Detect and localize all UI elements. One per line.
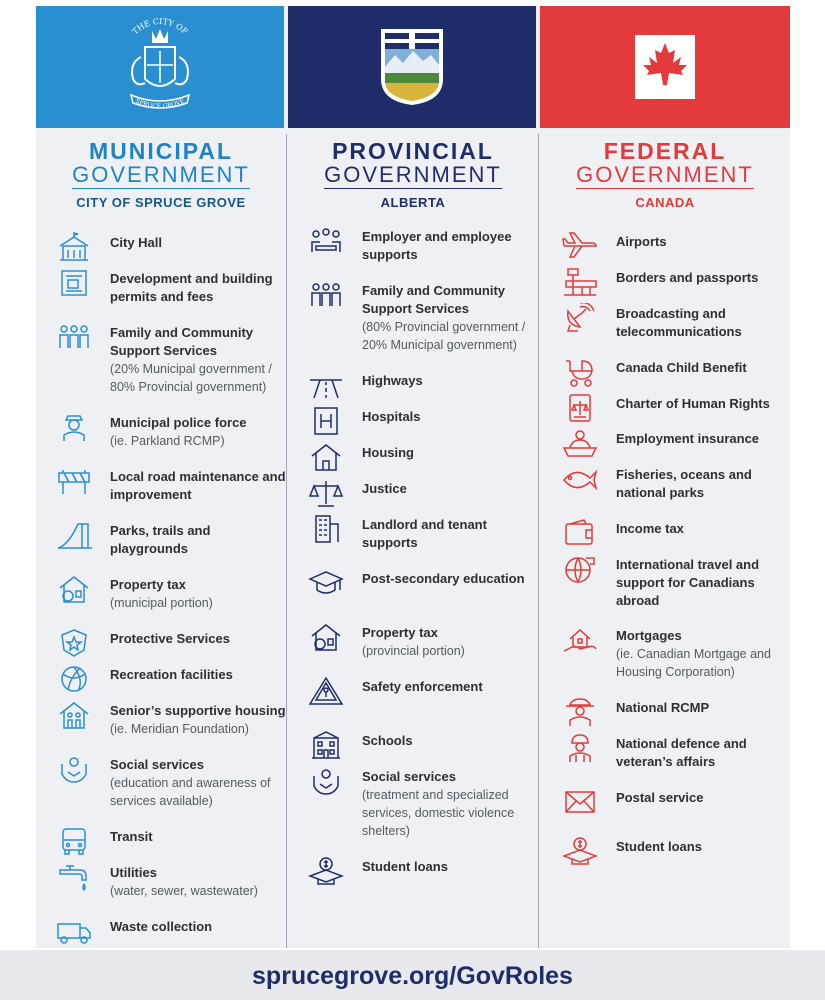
list-item <box>36 574 286 612</box>
meeting-icon <box>308 226 344 256</box>
footer <box>0 950 825 1000</box>
provincial-column <box>288 128 538 948</box>
item-label: Social services <box>362 769 456 784</box>
list-item <box>288 730 538 760</box>
soldier-icon <box>562 733 598 763</box>
charter-icon <box>562 393 598 423</box>
provincial-title-government: GOVERNMENT <box>324 162 502 187</box>
list-item <box>36 268 286 306</box>
item-label: Hospitals <box>362 409 421 424</box>
garbage-truck-icon <box>56 916 92 946</box>
item-label: Development and building permits and fees <box>110 271 273 304</box>
hospital-icon <box>308 406 344 436</box>
column-divider <box>286 134 287 948</box>
list-item <box>288 766 538 840</box>
item-label: Family and Community Support Services <box>110 325 254 358</box>
student-loan-icon <box>562 836 598 866</box>
item-label: Post-secondary education <box>362 571 525 586</box>
list-item <box>36 322 286 396</box>
item-label: Recreation facilities <box>110 667 233 682</box>
list-item <box>288 280 538 354</box>
provincial-heading <box>288 128 538 228</box>
footer-url-link[interactable]: sprucegrove.org/GovRoles <box>252 962 573 990</box>
municipal-title: MUNICIPAL <box>88 138 234 164</box>
list-item <box>288 856 538 886</box>
list-item <box>540 836 790 866</box>
item-note: (water, sewer, wastewater) <box>110 884 258 898</box>
list-item <box>540 733 790 771</box>
item-label: Employment insurance <box>616 431 760 446</box>
municipal-heading <box>36 128 286 228</box>
property-tax-icon <box>56 574 92 604</box>
item-note: (ie. Canadian Mortgage and Housing Corporation) <box>616 647 771 679</box>
student-loan-icon <box>308 856 344 886</box>
provincial-title: PROVINCIAL <box>332 138 494 164</box>
item-note: (ie. Meridian Foundation) <box>110 722 249 736</box>
city-hall-icon <box>56 232 92 262</box>
item-label: Property tax <box>110 577 186 592</box>
list-item <box>288 676 538 706</box>
item-label: Student loans <box>362 859 448 874</box>
family-icon <box>308 280 344 310</box>
column-divider <box>538 134 539 948</box>
item-note: (provincial portion) <box>362 644 465 658</box>
item-label: Income tax <box>616 521 684 536</box>
item-label: National defence and veteran’s affairs <box>616 736 747 769</box>
mortgage-icon <box>562 625 598 655</box>
infographic-sheet <box>36 6 790 948</box>
list-item <box>288 478 538 508</box>
fish-icon <box>562 464 598 494</box>
item-label: Schools <box>362 733 413 748</box>
warning-icon <box>308 676 344 706</box>
list-item <box>540 267 790 297</box>
slide-icon <box>56 520 92 550</box>
road-barrier-icon <box>56 466 92 496</box>
item-label: Broadcasting and telecommunications <box>616 306 742 339</box>
item-label: Municipal police force <box>110 415 247 430</box>
item-note: (treatment and specialized services, domestic violence shelters) <box>362 788 515 838</box>
list-item <box>288 226 538 264</box>
list-item <box>36 628 286 658</box>
list-item <box>540 357 790 387</box>
list-item <box>36 412 286 450</box>
list-item <box>540 428 790 458</box>
federal-title: FEDERAL <box>603 138 727 164</box>
list-item <box>36 664 286 694</box>
house-icon <box>308 442 344 472</box>
spruce-grove-crest-icon <box>115 17 205 117</box>
social-services-icon <box>308 766 344 796</box>
item-label: Student loans <box>616 839 702 854</box>
item-note: (education and awareness of services available) <box>110 776 271 808</box>
list-item <box>36 520 286 558</box>
item-label: Parks, trails and playgrounds <box>110 523 211 556</box>
envelope-icon <box>562 787 598 817</box>
employment-icon <box>562 428 598 458</box>
municipal-subtitle: CITY OF SPRUCE GROVE <box>76 195 246 210</box>
federal-heading <box>540 128 790 228</box>
item-note: (ie. Parkland RCMP) <box>110 434 225 448</box>
alberta-shield-icon <box>377 25 447 109</box>
svg-text:SPRUCE GROVE: SPRUCE GROVE <box>134 97 186 111</box>
building-icon <box>308 514 344 544</box>
list-item <box>540 464 790 502</box>
item-label: National RCMP <box>616 700 710 715</box>
list-item <box>540 697 790 727</box>
item-label: Fisheries, oceans and national parks <box>616 467 752 500</box>
item-label: Airports <box>616 234 667 249</box>
provincial-subtitle: ALBERTA <box>380 195 446 210</box>
item-label: Local road maintenance and improvement <box>110 469 286 502</box>
list-item <box>36 916 286 946</box>
item-note: (20% Municipal government / 80% Provincial government) <box>110 362 272 394</box>
item-label: Housing <box>362 445 414 460</box>
globe-icon <box>562 554 598 584</box>
item-note: (80% Provincial government / 20% Municipal government) <box>362 320 526 352</box>
item-label: Protective Services <box>110 631 230 646</box>
item-label: Highways <box>362 373 423 388</box>
wallet-icon <box>562 518 598 548</box>
list-item <box>36 862 286 900</box>
list-item <box>540 231 790 261</box>
permits-icon <box>56 268 92 298</box>
list-item <box>540 787 790 817</box>
stroller-icon <box>562 357 598 387</box>
item-label: International travel and support for Canadians abroad <box>616 557 760 608</box>
border-icon <box>562 267 598 297</box>
item-label: Social services <box>110 757 204 772</box>
list-item <box>288 442 538 472</box>
list-item <box>288 514 538 552</box>
senior-housing-icon <box>56 700 92 730</box>
list-item <box>540 625 790 681</box>
scales-icon <box>308 478 344 508</box>
municipal-column <box>36 128 286 948</box>
ball-icon <box>56 664 92 694</box>
item-label: Borders and passports <box>616 270 759 285</box>
faucet-icon <box>56 862 92 892</box>
federal-banner <box>540 6 790 128</box>
badge-icon <box>56 628 92 658</box>
list-item <box>36 700 286 738</box>
item-label: Landlord and tenant supports <box>362 517 487 550</box>
list-item <box>36 754 286 810</box>
item-label: Employer and employee supports <box>362 229 512 262</box>
bus-icon <box>56 826 92 856</box>
item-label: Charter of Human Rights <box>616 396 770 411</box>
svg-text:THE CITY OF: THE CITY OF <box>130 17 190 37</box>
list-item <box>288 370 538 400</box>
item-label: Utilities <box>110 865 157 880</box>
municipal-title-government: GOVERNMENT <box>72 162 250 187</box>
social-services-icon <box>56 754 92 784</box>
list-item <box>36 466 286 504</box>
canada-flag-icon <box>605 35 725 99</box>
list-item <box>288 568 538 598</box>
list-item <box>36 826 286 856</box>
item-label: Family and Community Support Services <box>362 283 506 316</box>
item-label: City Hall <box>110 235 163 250</box>
list-item <box>540 554 790 610</box>
provincial-banner <box>288 6 536 128</box>
graduation-cap-icon <box>308 568 344 598</box>
list-item <box>540 303 790 341</box>
federal-subtitle: CANADA <box>635 195 695 210</box>
list-item <box>540 393 790 423</box>
item-label: Mortgages <box>616 628 682 643</box>
satellite-icon <box>562 303 598 333</box>
item-label: Justice <box>362 481 407 496</box>
item-label: Senior’s supportive housing <box>110 703 286 718</box>
family-icon <box>56 322 92 352</box>
item-note: (municipal portion) <box>110 596 213 610</box>
list-item <box>540 518 790 548</box>
municipal-banner <box>36 6 284 128</box>
property-tax-icon <box>308 622 344 652</box>
list-item <box>288 622 538 660</box>
item-label: Safety enforcement <box>362 679 483 694</box>
item-label: Postal service <box>616 790 704 805</box>
airplane-icon <box>562 231 598 261</box>
list-item <box>36 232 286 262</box>
item-label: Waste collection <box>110 919 213 934</box>
item-label: Transit <box>110 829 153 844</box>
item-label: Canada Child Benefit <box>616 360 747 375</box>
highway-icon <box>308 370 344 400</box>
list-item <box>288 406 538 436</box>
police-icon <box>56 412 92 442</box>
item-label: Property tax <box>362 625 438 640</box>
rcmp-icon <box>562 697 598 727</box>
school-icon <box>308 730 344 760</box>
federal-title-government: GOVERNMENT <box>576 162 754 187</box>
federal-column <box>540 128 790 948</box>
